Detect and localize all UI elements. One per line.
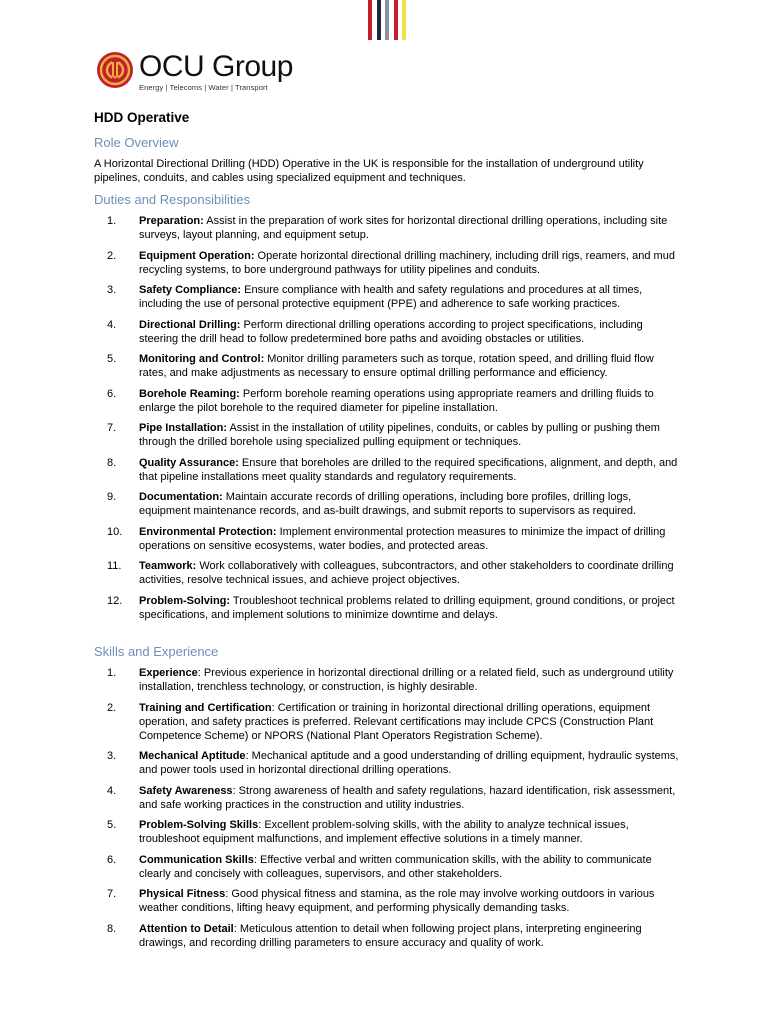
- list-item-number: 3.: [107, 750, 117, 762]
- list-item-text: Assist in the installation of utility pipelines, conduits, or cables by pulling or pushing them through the drilled borehole using specialized pulling equipment or techniques.: [139, 422, 660, 448]
- list-item: [94, 818, 684, 846]
- list-item-label: Problem-Solving Skills: [139, 819, 259, 831]
- list-item-text: : Meticulous attention to detail when following project plans, interpreting engineering drawings, and recording drilling parameters to ensure accuracy and quality of work.: [139, 922, 642, 949]
- list-item-number: 4.: [107, 318, 117, 331]
- list-item-number: 1.: [107, 667, 117, 679]
- list-item-label: Mechanical Aptitude: [139, 750, 246, 762]
- document-body: [94, 110, 684, 956]
- role-overview-text: A Horizontal Directional Drilling (HDD) Operative in the UK is responsible for the installation of underground utility pipelines, conduits, and cables using specialized equipment and techniques.: [94, 158, 644, 184]
- list-item-label: Attention to Detail: [139, 922, 234, 935]
- list-item-number: 6.: [107, 387, 117, 400]
- list-item-number: 12.: [107, 594, 123, 607]
- list-item: [94, 214, 684, 242]
- list-item: [94, 318, 684, 346]
- skills-heading: Skills and Experience: [94, 644, 219, 659]
- stripe: [368, 0, 372, 40]
- duties-list: [94, 214, 684, 622]
- list-item: [94, 922, 684, 950]
- list-item-number: 5.: [107, 353, 117, 365]
- list-item-number: 9.: [107, 491, 117, 503]
- list-item-label: Quality Assurance:: [139, 456, 239, 469]
- list-item-text: : Effective verbal and written communication skills, with the ability to communicate clearly and concisely with colleagues, supervisors, and other stakeholders.: [139, 853, 652, 880]
- list-item-text: Work collaboratively with colleagues, subcontractors, and other stakeholders to coordinate drilling activities, resolve technical issues, and achieve project objectives.: [139, 560, 674, 586]
- header-stripes: [368, 0, 411, 40]
- list-item-label: Directional Drilling:: [139, 318, 241, 331]
- list-item-text: Operate horizontal directional drilling machinery, including drill rigs, reamers, and mud recycling systems, to bore underground pathways for utility pipelines and conduits.: [139, 249, 675, 276]
- list-item-label: Pipe Installation:: [139, 422, 228, 434]
- list-item: [94, 853, 684, 881]
- list-item-text: : Certification or training in horizontal directional drilling operations, equipment operation, and safety practices is preferred. Relevant certifications may include CPCS (Construction Plant Competence Scheme) or NPORS (National Plant Operators Registration Scheme).: [139, 701, 654, 742]
- list-item-label: Borehole Reaming:: [139, 387, 240, 400]
- list-item-label: Problem-Solving:: [139, 594, 231, 607]
- list-item-text: Implement environmental protection measures to minimize the impact of drilling operations on sensitive ecosystems, water bodies, and protected areas.: [139, 525, 666, 552]
- list-item: [94, 666, 684, 694]
- list-item-text: : Mechanical aptitude and a good understanding of drilling equipment, hydraulic systems, and power tools used in horizontal directional drilling operations.: [139, 750, 679, 776]
- stripe: [402, 0, 406, 40]
- list-item-label: Monitoring and Control:: [139, 353, 265, 365]
- list-item-number: 3.: [107, 284, 117, 296]
- list-item-number: 7.: [107, 422, 117, 434]
- list-item-text: Assist in the preparation of work sites for horizontal directional drilling operations, including site surveys, layout planning, and equipment setup.: [139, 215, 668, 241]
- list-item-label: Equipment Operation:: [139, 249, 255, 262]
- list-item: [94, 283, 684, 311]
- list-item-label: Environmental Protection:: [139, 525, 277, 538]
- list-item-text: Ensure compliance with health and safety regulations and procedures at all times, including the use of personal protective equipment (PPE) and adherence to safe working practices.: [139, 284, 643, 310]
- role-overview-heading: Role Overview: [94, 135, 179, 150]
- list-item-text: Troubleshoot technical problems related to drilling equipment, ground conditions, or project specifications, and implement solutions to minimize downtime and delays.: [139, 594, 675, 621]
- list-item: [94, 559, 684, 587]
- stripe: [394, 0, 398, 40]
- ocu-emblem-icon: [95, 50, 135, 90]
- list-item: [94, 525, 684, 553]
- duties-heading: Duties and Responsibilities: [94, 192, 251, 207]
- list-item-text: : Excellent problem-solving skills, with the ability to analyze technical issues, troubleshoot equipment malfunctions, and implement effective solutions in a timely manner.: [139, 819, 629, 845]
- list-item-text: Monitor drilling parameters such as torque, rotation speed, and drilling fluid flow rates, and make adjustments as necessary to ensure optimal drilling performance and efficiency.: [139, 353, 654, 379]
- list-item-label: Experience: [139, 667, 198, 679]
- list-item: [94, 421, 684, 449]
- list-item: [94, 387, 684, 415]
- list-item: [94, 784, 684, 812]
- stripe: [385, 0, 389, 40]
- list-item-text: : Previous experience in horizontal directional drilling or a related field, such as underground utility installation, trenchless technology, or construction, is highly desirable.: [139, 667, 674, 693]
- stripe: [377, 0, 381, 40]
- list-item: [94, 352, 684, 380]
- list-item: [94, 887, 684, 915]
- list-item: [94, 456, 684, 484]
- list-item-number: 5.: [107, 819, 117, 831]
- list-item-label: Physical Fitness: [139, 888, 226, 900]
- list-item-text: : Strong awareness of health and safety regulations, hazard identification, risk assessment, and safe working practices in the construction and utility industries.: [139, 784, 676, 811]
- list-item-label: Training and Certification: [139, 701, 272, 714]
- list-item-label: Teamwork:: [139, 560, 197, 572]
- list-item-label: Safety Compliance:: [139, 284, 242, 296]
- list-item-text: Perform directional drilling operations according to project specifications, including steering the drill head to follow predetermined bore paths and avoiding obstacles or utilities.: [139, 318, 643, 345]
- list-item-label: Communication Skills: [139, 853, 254, 866]
- company-logo: [95, 50, 293, 92]
- list-item: [94, 490, 684, 518]
- list-item-number: 2.: [107, 249, 117, 262]
- list-item-number: 1.: [107, 215, 117, 227]
- list-item-number: 11.: [107, 560, 122, 572]
- list-item-number: 4.: [107, 784, 117, 797]
- list-item-text: : Good physical fitness and stamina, as the role may involve working outdoors in various weather conditions, lifting heavy equipment, and performing physically demanding tasks.: [139, 888, 655, 914]
- list-item-number: 7.: [107, 888, 117, 900]
- list-item-text: Ensure that boreholes are drilled to the required specifications, alignment, and depth, and that pipeline installations meet quality standards and regulatory requirements.: [139, 456, 678, 483]
- list-item-label: Documentation:: [139, 491, 223, 503]
- list-item: [94, 749, 684, 777]
- skills-list: [94, 666, 684, 950]
- list-item-number: 6.: [107, 853, 117, 866]
- list-item-number: 2.: [107, 701, 117, 714]
- list-item-number: 10.: [107, 525, 123, 538]
- logo-tagline: Energy | Telecoms | Water | Transport: [139, 83, 268, 92]
- list-item-number: 8.: [107, 456, 117, 469]
- list-item: [94, 249, 684, 277]
- list-item-text: Perform borehole reaming operations using appropriate reamers and drilling fluids to enlarge the pilot borehole to the required diameter for pipeline installation.: [139, 387, 654, 414]
- logo-name: OCU Group: [139, 50, 293, 83]
- list-item: [94, 701, 684, 743]
- list-item: [94, 594, 684, 622]
- list-item-label: Preparation:: [139, 215, 204, 227]
- list-item-number: 8.: [107, 922, 117, 935]
- document-title: HDD Operative: [94, 110, 190, 125]
- list-item-label: Safety Awareness: [139, 784, 233, 797]
- list-item-text: Maintain accurate records of drilling operations, including bore profiles, drilling logs, equipment maintenance records, and as-built drawings, and submit reports to supervisors as required.: [139, 491, 637, 517]
